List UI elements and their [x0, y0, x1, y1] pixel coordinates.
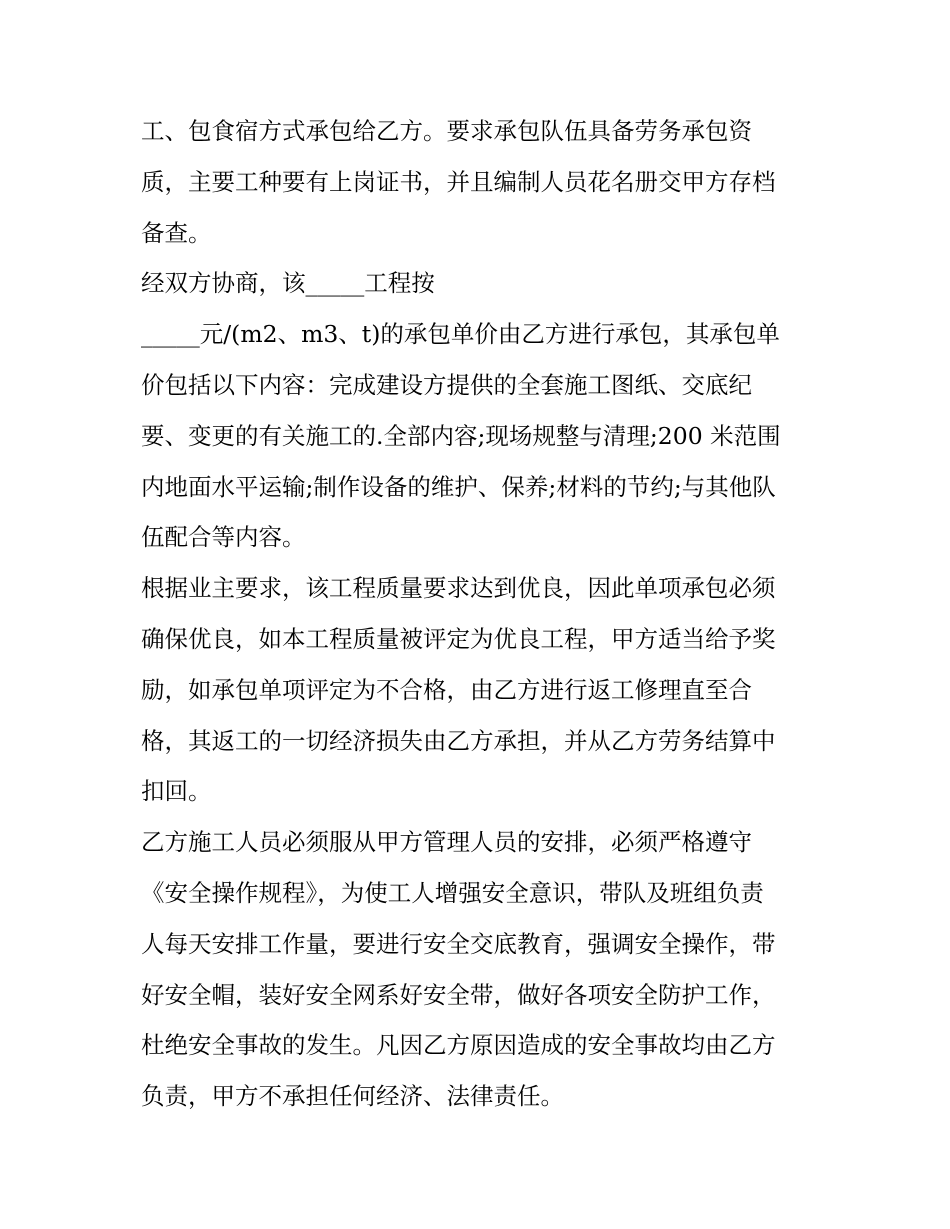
text-line: 要、变更的有关施工的.全部内容;现场规整与清理;200 米范围	[141, 421, 781, 450]
text-line: 杜绝安全事故的发生。凡因乙方原因造成的安全事故均由乙方	[141, 1031, 776, 1060]
text-line: 质，主要工种要有上岗证书，并且编制人员花名册交甲方存档	[141, 167, 776, 196]
text-line: 价包括以下内容：完成建设方提供的全套施工图纸、交底纪	[141, 370, 752, 399]
paragraph-quality	[141, 563, 813, 817]
text-line: 确保优良，如本工程质量被评定为优良工程，甲方适当给予奖	[141, 624, 776, 653]
text-line: 励，如承包单项评定为不合格，由乙方进行返工修理直至合	[141, 675, 752, 704]
text-line: 好安全帽，装好安全网系好安全带，做好各项安全防护工作，	[141, 980, 776, 1009]
document-body	[141, 106, 813, 1122]
text-line: 格，其返工的一切经济损失由乙方承担，并从乙方劳务结算中	[141, 726, 776, 755]
text-line: 经双方协商，该_____工程按	[141, 269, 435, 298]
text-line: 备查。	[141, 218, 212, 247]
text-line: 工、包食宿方式承包给乙方。要求承包队伍具备劳务承包资	[141, 117, 752, 145]
text-line: 内地面水平运输;制作设备的维护、保养;材料的节约;与其他队	[141, 472, 776, 501]
text-line: 人每天安排工作量，要进行安全交底教育，强调安全操作，带	[141, 929, 776, 958]
text-line: 《安全操作规程》，为使工人增强安全意识，带队及班组负责	[141, 878, 764, 907]
text-line: 乙方施工人员必须服从甲方管理人员的安排，必须严格遵守	[141, 828, 752, 857]
paragraph-safety	[141, 817, 813, 1122]
text-line: 负责，甲方不承担任何经济、法律责任。	[141, 1082, 564, 1111]
paragraph-unit-price	[141, 309, 813, 563]
paragraph-labor-contract	[141, 106, 813, 258]
text-line: 伍配合等内容。	[141, 523, 306, 552]
text-line: 根据业主要求，该工程质量要求达到优良，因此单项承包必须	[141, 574, 776, 603]
text-line: _____元/(m2、m3、t)的承包单价由乙方进行承包，其承包单	[141, 320, 780, 349]
text-line: 扣回。	[141, 777, 212, 806]
paragraph-negotiation	[141, 258, 813, 309]
